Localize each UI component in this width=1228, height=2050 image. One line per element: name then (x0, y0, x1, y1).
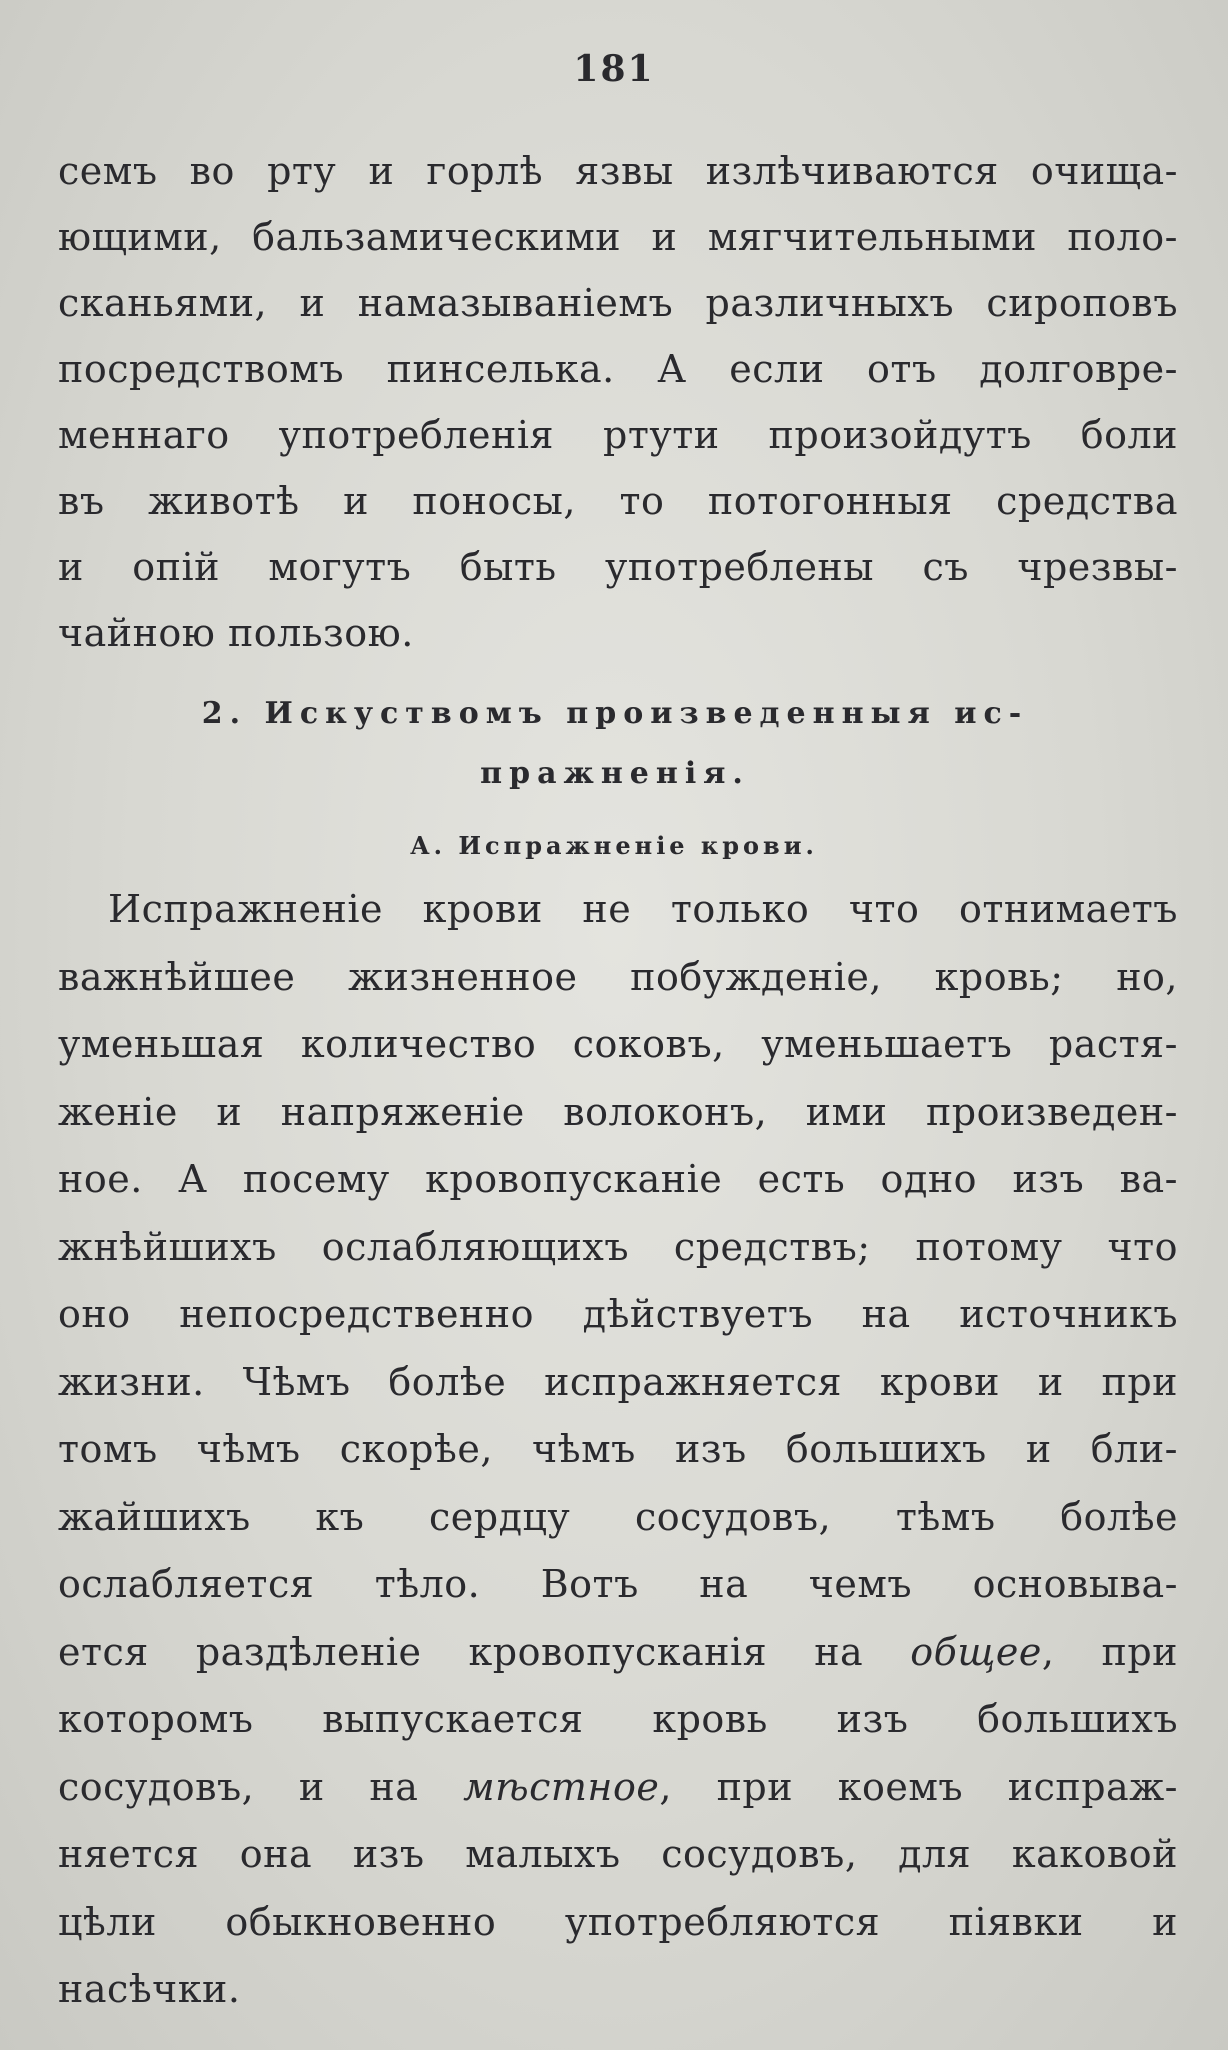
text-line: и опій могутъ быть употреблены съ чрезвы- (58, 545, 1178, 589)
text-line-with-italic (58, 1619, 1178, 1687)
section-heading (150, 684, 1080, 804)
text-line: посредствомъ пинселька. А если отъ долговре- (58, 347, 1178, 391)
text-fragment: , при (1041, 1629, 1179, 1674)
paragraph-1 (58, 138, 1178, 666)
text-line: жайшихъ къ сердцу сосудовъ, тѣмъ болѣе (58, 1494, 1178, 1539)
text-fragment: ется раздѣленіе кровопусканія на (58, 1629, 911, 1674)
paragraph-2 (58, 876, 1178, 2024)
text-line: важнѣйшее жизненное побужденіе, кровь; но, (58, 954, 1178, 999)
section-heading-line: 2. Искуствомъ произведенныя ис- (201, 696, 1029, 731)
text-line: которомъ выпускается кровь изъ большихъ (58, 1697, 1178, 1741)
text-line: меннаго употребленія ртути произойдутъ боли (58, 413, 1178, 457)
italic-term-local: мѣстное (463, 1764, 660, 1809)
text-fragment: сосудовъ, и на (58, 1764, 464, 1809)
page-number: 181 (573, 48, 655, 90)
text-line: женіе и напряженіе волоконъ, ими произведен- (58, 1089, 1178, 1134)
text-line: сканьями, и намазываніемъ различныхъ сироповъ (58, 281, 1178, 325)
text-line: томъ чѣмъ скорѣе, чѣмъ изъ большихъ и бли- (58, 1427, 1178, 1471)
text-line: няется она изъ малыхъ сосудовъ, для каковой (58, 1832, 1178, 1876)
section-heading-line: пражненія. (480, 756, 750, 791)
text-line: въ животѣ и поносы, то потогонныя средства (58, 479, 1178, 523)
text-line: ное. А посему кровопусканіе есть одно изъ ва- (58, 1157, 1178, 1201)
text-line: оно непосредственно дѣйствуетъ на источникъ (58, 1292, 1178, 1336)
text-line: цѣли обыкновенно употребляются піявки и (58, 1899, 1178, 1944)
text-line-with-italic (58, 1754, 1178, 1822)
text-fragment: , при коемъ испраж- (659, 1764, 1178, 1809)
text-line: Испражненіе крови не только что отнимаетъ (108, 887, 1178, 931)
text-line: насѣчки. (58, 1967, 241, 2011)
italic-term-general: общее (910, 1629, 1042, 1674)
text-line: жнѣйшихъ ослабляющихъ средствъ; потому что (58, 1224, 1178, 1269)
text-line: ослабляется тѣло. Вотъ на чемъ основыва- (58, 1562, 1178, 1606)
text-line: жизни. Чѣмъ болѣе испражняется крови и при (58, 1359, 1178, 1404)
subsection-heading: А. Испражненіе крови. (410, 831, 818, 860)
text-line: ющими, бальзамическими и мягчительными поло- (58, 215, 1178, 259)
text-line: семъ во рту и горлѣ язвы излѣчиваются очища- (58, 149, 1178, 193)
text-line: чайною пользою. (58, 611, 414, 655)
text-line: уменьшая количество соковъ, уменьшаетъ растя- (58, 1022, 1178, 1066)
